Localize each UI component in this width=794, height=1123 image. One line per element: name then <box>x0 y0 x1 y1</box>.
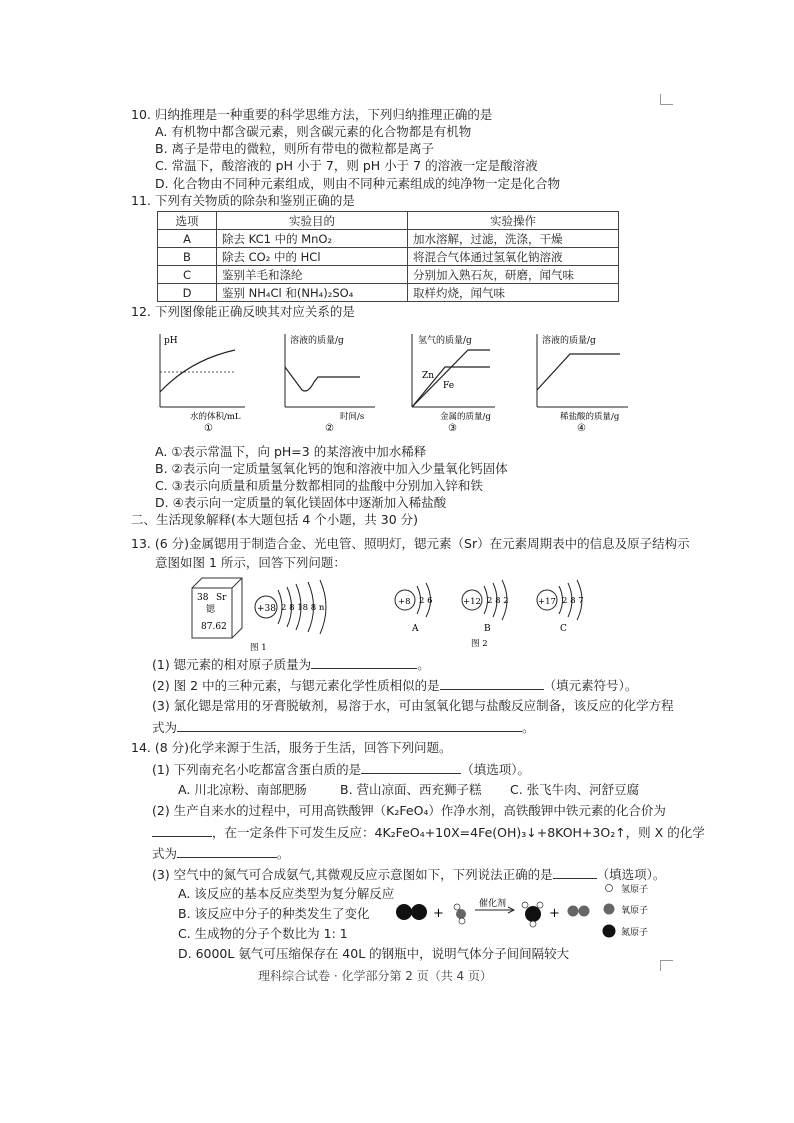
q14-part-2-line3-text: 式为 <box>152 846 178 861</box>
ph-curve <box>160 350 235 392</box>
q14-part-1 <box>152 761 530 778</box>
graph-1-xlabel: 水的体积/mL <box>190 412 241 422</box>
catalyst-label: 催化剂 <box>479 899 507 909</box>
table-cell: 鉴别羊毛和涤纶 <box>217 266 408 284</box>
q14-part-3-option-c: C. 生成物的分子个数比为 1: 1 <box>178 926 348 941</box>
header-cell: 实验目的 <box>217 212 408 230</box>
fe-label: Fe <box>443 381 455 391</box>
q10-option-d: D. 化合物由不同种元素组成，则由不同种元素组成的纯净物一定是化合物 <box>155 176 561 191</box>
q11-table <box>157 211 619 302</box>
q14-part-2-line3-end: 。 <box>277 846 290 861</box>
nitrogen-atom-icon <box>603 925 616 938</box>
zn-label: Zn <box>422 371 435 381</box>
table-cell: 除去 KC1 中的 MnO₂ <box>217 230 408 248</box>
atomic-number: 38 <box>197 593 209 603</box>
table-cell: A <box>158 230 217 248</box>
plus-sign: + <box>433 906 444 921</box>
h2o-molecule <box>454 904 466 924</box>
q14-answer-2a-blank[interactable] <box>152 824 212 837</box>
reaction-diagram <box>395 880 665 940</box>
atom-c-diagram <box>537 580 584 634</box>
q13-answer-1-blank[interactable] <box>311 656 417 669</box>
q14-part-1-option-b: B. 营山凉面、西充狮子糕 <box>340 782 482 797</box>
q13-answer-3-blank[interactable] <box>177 719 522 732</box>
q13-part-3-line2 <box>152 719 535 736</box>
q13-stem-line1: 13. (6 分)金属锶用于制造合金、光电管、照明灯，锶元素（Sr）在元素周期表中的信息及原子结构示 <box>131 536 690 551</box>
sr-nucleus: +38 <box>257 604 276 614</box>
atom-b-shells: 2 8 2 <box>487 596 509 606</box>
q13-part-2-text: (2) 图 2 中的三种元素，与锶元素化学性质相似的是 <box>152 678 440 693</box>
q13-part-1-text: (1) 锶元素的相对原子质量为 <box>152 657 312 672</box>
graph-3-ylabel: 氢气的质量/g <box>418 336 472 346</box>
q10-option-a: A. 有机物中都含碳元素，则含碳元素的化合物都是有机物 <box>155 124 472 139</box>
sr-shells: 2 8 18 8 n <box>281 603 325 613</box>
graph-3-xlabel: 金属的质量/g <box>440 412 491 422</box>
graph-4-ylabel: 溶液的质量/g <box>542 336 596 346</box>
q13-part-3-text: 式为 <box>152 720 178 735</box>
q14-part-2-line3 <box>152 845 290 862</box>
legend <box>603 883 649 938</box>
legend-nitrogen: 氮原子 <box>621 928 649 938</box>
table-cell: 分别加入熟石灰，研磨，闻气味 <box>408 266 619 284</box>
q14-part-1-option-a: A. 川北凉粉、南部肥肠 <box>178 782 307 797</box>
table-cell: 加水溶解，过滤，洗涤，干燥 <box>408 230 619 248</box>
graph-3 <box>412 334 495 434</box>
element-symbol: Sr <box>216 593 227 603</box>
table-row <box>158 284 619 302</box>
graph-1 <box>160 334 245 434</box>
crop-mark-bottom-right <box>660 960 673 971</box>
graph-4 <box>537 334 628 434</box>
q14-part-2-line2-text: ，在一定条件下可发生反应：4K₂FeO₄+10X=4Fe(OH)₃↓+8KOH+3O₂↑，则 X 的化学 <box>212 825 705 840</box>
q14-stem: 14. (8 分)化学来源于生活，服务于生活，回答下列问题。 <box>131 740 452 755</box>
header-cell: 实验操作 <box>408 212 619 230</box>
q10-option-c: C. 常温下，酸溶液的 pH 小于 7，则 pH 小于 7 的溶液一定是酸溶液 <box>155 158 538 173</box>
q13-figures <box>190 574 610 656</box>
graph-2-number: ② <box>325 423 334 434</box>
q14-part-1-end: （填选项）。 <box>461 762 530 777</box>
solution-mass-curve <box>285 367 360 391</box>
q14-part-2-line1: (2) 生产自来水的过程中，可用高铁酸钾（K₂FeO₄）作净水剂，高铁酸钾中铁元素的化合价为 <box>152 803 666 818</box>
q12-option-d: D. ④表示向一定质量的氧化镁固体中逐渐加入稀盐酸 <box>155 495 447 510</box>
q14-part-2-line2 <box>152 824 705 841</box>
atom-a-nucleus: +8 <box>398 597 411 607</box>
header-cell: 选项 <box>158 212 217 230</box>
section-2-heading: 二、生活现象解释(本大题包括 4 个小题，共 30 分) <box>131 512 419 527</box>
graph-1-number: ① <box>204 423 213 434</box>
table-cell: B <box>158 248 217 266</box>
q13-part-2-end: （填元素符号）。 <box>543 678 638 693</box>
table-cell: 除去 CO₂ 中的 HCl <box>217 248 408 266</box>
atom-c-shells: 2 8 7 <box>562 596 584 606</box>
atom-a-shells: 2 6 <box>419 596 433 606</box>
q14-part-3-option-d: D. 6000L 氨气可压缩保存在 40L 的钢瓶中，说明气体分子间间隔较大 <box>178 946 570 961</box>
q13-part-2 <box>152 677 637 694</box>
table-cell: C <box>158 266 217 284</box>
atom-c-label: C <box>560 624 567 634</box>
q13-part-1-end: 。 <box>417 657 430 672</box>
legend-oxygen: 氧原子 <box>621 906 649 916</box>
q11-stem: 11. 下列有关物质的除杂和鉴别正确的是 <box>131 193 355 208</box>
q12-stem: 12. 下列图像能正确反映其对应关系的是 <box>131 304 355 319</box>
table-cell: 将混合气体通过氢氧化钠溶液 <box>408 248 619 266</box>
q10-option-b: B. 离子是带电的微粒，则所有带电的微粒都是离子 <box>155 141 435 156</box>
graph-3-number: ③ <box>448 423 457 434</box>
q12-option-b: B. ②表示向一定质量氢氧化钙的饱和溶液中加入少量氧化钙固体 <box>155 461 508 476</box>
graph-2-ylabel: 溶液的质量/g <box>290 336 344 346</box>
atomic-mass: 87.62 <box>201 622 227 632</box>
q12-option-c: C. ③表示向质量和质量分数都相同的盐酸中分别加入锌和铁 <box>155 478 483 493</box>
oxygen-atom-icon <box>604 904 615 915</box>
graph-4-xlabel: 稀盐酸的质量/g <box>560 412 620 422</box>
sr-element-cell <box>192 578 242 638</box>
q13-answer-2-blank[interactable] <box>440 677 544 690</box>
fig-2-caption: 图 2 <box>471 639 488 649</box>
crop-mark-top-right <box>660 94 673 105</box>
q13-part-1 <box>152 656 430 673</box>
atom-b-label: B <box>484 624 491 634</box>
legend-hydrogen: 氢原子 <box>621 885 649 895</box>
fig-1-caption: 图 1 <box>250 643 267 653</box>
graph-4-number: ④ <box>577 423 586 434</box>
q14-part-1-option-c: C. 张飞牛肉、河舒豆腐 <box>510 782 640 797</box>
graph-2-xlabel: 时间/s <box>340 412 365 422</box>
table-cell: D <box>158 284 217 302</box>
graph-2 <box>285 334 375 434</box>
atom-c-nucleus: +17 <box>538 597 556 607</box>
n2-molecule <box>396 904 427 920</box>
q12-option-a: A. ①表示常温下，向 pH=3 的某溶液中加水稀释 <box>155 444 427 459</box>
q13-stem-line2: 意图如图 1 所示，回答下列问题： <box>155 555 346 570</box>
q14-part-3-option-a: A. 该反应的基本反应类型为复分解反应 <box>178 886 395 901</box>
q13-part-3-line1: (3) 氯化锶是常用的牙膏脱敏剂，易溶于水，可由氢氧化锶与盐酸反应制备，该反应的化学方程 <box>152 698 674 713</box>
table-cell: 取样灼烧，闻气味 <box>408 284 619 302</box>
q14-answer-1-blank[interactable] <box>361 761 461 774</box>
plus-sign: + <box>549 906 560 921</box>
table-header-row <box>158 212 619 230</box>
q14-part-3-text: (3) 空气中的氮气可合成氨气,其微观反应示意图如下，下列说法正确的是 <box>152 867 553 882</box>
atom-b-nucleus: +12 <box>463 597 481 607</box>
hydrogen-atom-icon <box>606 885 613 892</box>
q14-answer-2b-blank[interactable] <box>177 845 277 858</box>
q14-part-1-text: (1) 下列南充名小吃都富含蛋白质的是 <box>152 762 362 777</box>
q13-part-3-end: 。 <box>522 720 535 735</box>
table-row <box>158 230 619 248</box>
q14-part-3-end: （填选项）。 <box>596 867 666 882</box>
sr-atom-diagram <box>255 580 326 634</box>
element-name: 锶 <box>206 605 216 615</box>
table-row <box>158 266 619 284</box>
nh3-molecule <box>522 902 543 927</box>
page-footer: 理科综合试卷 · 化学部分第 2 页（共 4 页） <box>258 969 492 983</box>
q14-part-3-option-b: B. 该反应中分子的种类发生了变化 <box>178 906 370 921</box>
table-cell: 鉴别 NH₄Cl 和(NH₄)₂SO₄ <box>217 284 408 302</box>
atom-a-label: A <box>412 624 419 634</box>
graph-1-ylabel: pH <box>164 336 178 346</box>
table-row <box>158 248 619 266</box>
q14-answer-3-blank[interactable] <box>553 866 597 879</box>
q12-graphs <box>150 322 640 434</box>
q10-stem: 10. 归纳推理是一种重要的科学思维方法，下列归纳推理正确的是 <box>131 107 493 122</box>
atom-b-diagram <box>462 580 509 634</box>
atom-a-diagram <box>395 583 433 634</box>
solution-mass-line <box>537 354 620 390</box>
o2-molecule <box>568 906 590 917</box>
